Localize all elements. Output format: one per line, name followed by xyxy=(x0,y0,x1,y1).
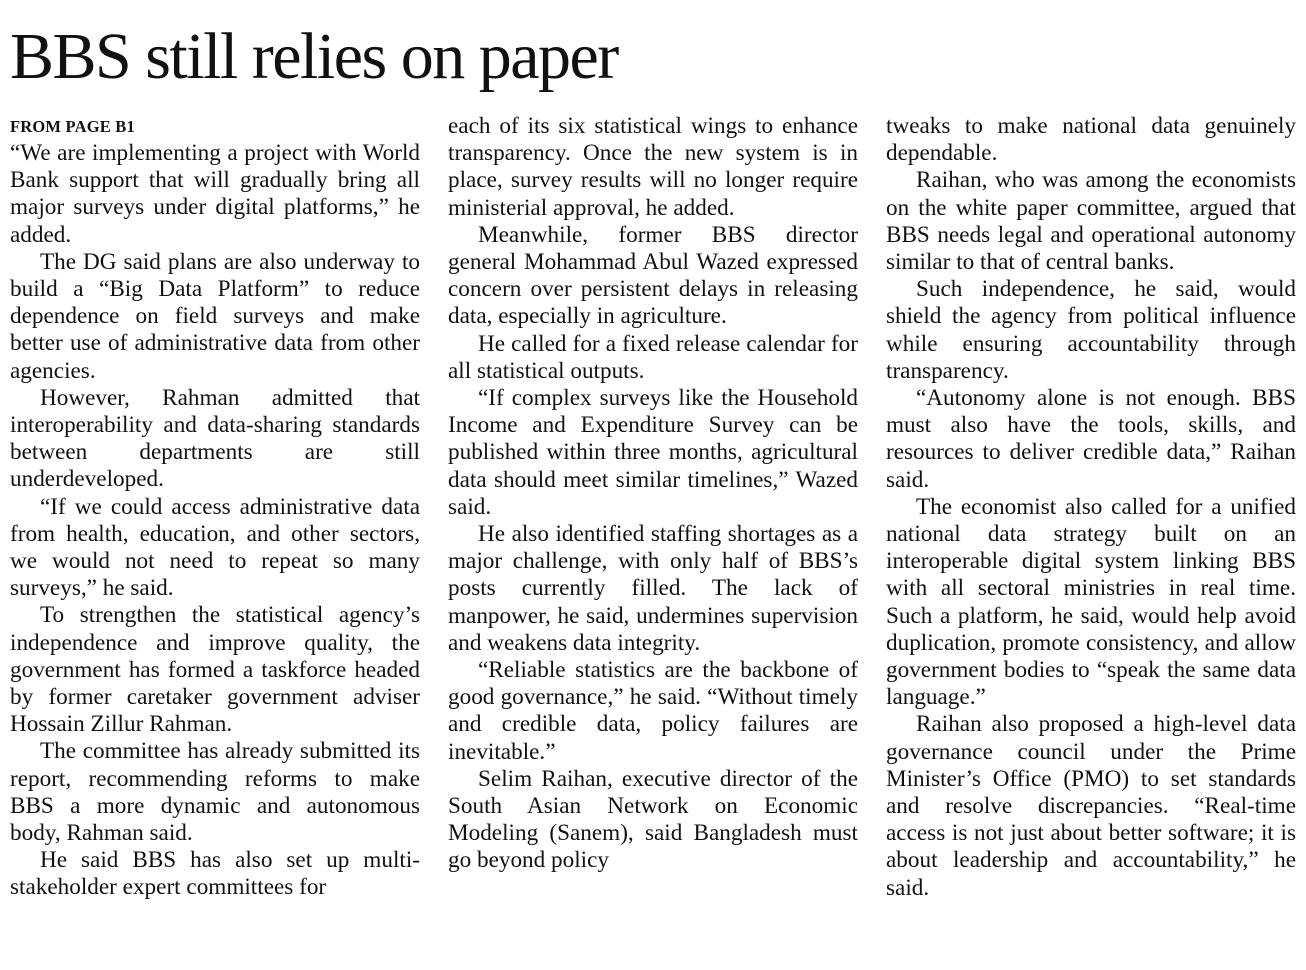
paragraph: However, Rahman admitted that interoperability and data-sharing standards between departments are still underdeveloped. xyxy=(10,384,420,493)
paragraph: Such independence, he said, would shield the agency from political influence while ensuring accountability through transparency. xyxy=(886,276,1296,384)
paragraph: He also identified staffing shortages as a major challenge, with only half of BBS’s posts currently filled. The lack of manpower, he said, undermines supervision and weakens data integrity. xyxy=(448,521,858,656)
paragraph: “If complex surveys like the Household Income and Expenditure Survey can be published within three months, agricultural data should meet similar timelines,” Wazed said. xyxy=(448,385,858,520)
paragraph: He said BBS has also set up multi-stakeholder expert committees for xyxy=(10,847,420,901)
paragraph-continued: tweaks to make national data genuinely dependable. xyxy=(886,113,1296,167)
article-column-3 xyxy=(886,113,1296,902)
paragraph: To strengthen the statistical agency’s independence and improve quality, the government has formed a taskforce headed by former caretaker government adviser Hossain Zillur Rahman. xyxy=(10,602,420,738)
paragraph: He called for a fixed release calendar for all statistical outputs. xyxy=(448,330,858,384)
paragraph: The committee has already submitted its report, recommending reforms to make BBS a more dynamic and autonomous body, Rahman said. xyxy=(10,738,420,847)
paragraph: Raihan, who was among the economists on the white paper committee, argued that BBS needs legal and operational autonomy similar to that of central banks. xyxy=(886,167,1296,276)
paragraph: “If we could access administrative data from health, education, and other sectors, we would not need to repeat so many surveys,” he said. xyxy=(10,493,420,602)
kicker-from-page: FROM PAGE B1 xyxy=(10,117,135,136)
paragraph: “We are implementing a project with World Bank support that will gradually bring all major surveys under digital platforms,” he added. xyxy=(10,140,420,248)
paragraph: Raihan also proposed a high-level data governance council under the Prime Minister’s Office (PMO) to set standards and resolve discrepancies. “Real-time access is not just about better software; it is about leadership and accountability,” he said. xyxy=(886,711,1296,901)
article-column-1 xyxy=(10,113,420,902)
article-column-2 xyxy=(448,113,858,875)
paragraph: Selim Raihan, executive director of the South Asian Network on Economic Modeling (Sanem), said Bangladesh must go beyond policy xyxy=(448,765,858,874)
paragraph: Meanwhile, former BBS director general Mohammad Abul Wazed expressed concern over persistent delays in releasing data, especially in agriculture. xyxy=(448,221,858,330)
paragraph: “Reliable statistics are the backbone of good governance,” he said. “Without timely and credible data, policy failures are inevitable.” xyxy=(448,657,858,765)
paragraph: “Autonomy alone is not enough. BBS must also have the tools, skills, and resources to deliver credible data,” Raihan said. xyxy=(886,385,1296,493)
paragraph: The DG said plans are also underway to build a “Big Data Platform” to reduce dependence on field surveys and make better use of administrative data from other agencies. xyxy=(10,248,420,384)
paragraph-continued: each of its six statistical wings to enhance transparency. Once the new system is in place, survey results will no longer require ministerial approval, he added. xyxy=(448,113,858,221)
headline: BBS still relies on paper xyxy=(10,20,618,93)
paragraph: The economist also called for a unified national data strategy built on an interoperable digital system linking BBS with all sectoral ministries in real time. Such a platform, he said, would help avoid duplication, promote consistency, and allow government bodies to “speak the same data language.” xyxy=(886,493,1296,711)
